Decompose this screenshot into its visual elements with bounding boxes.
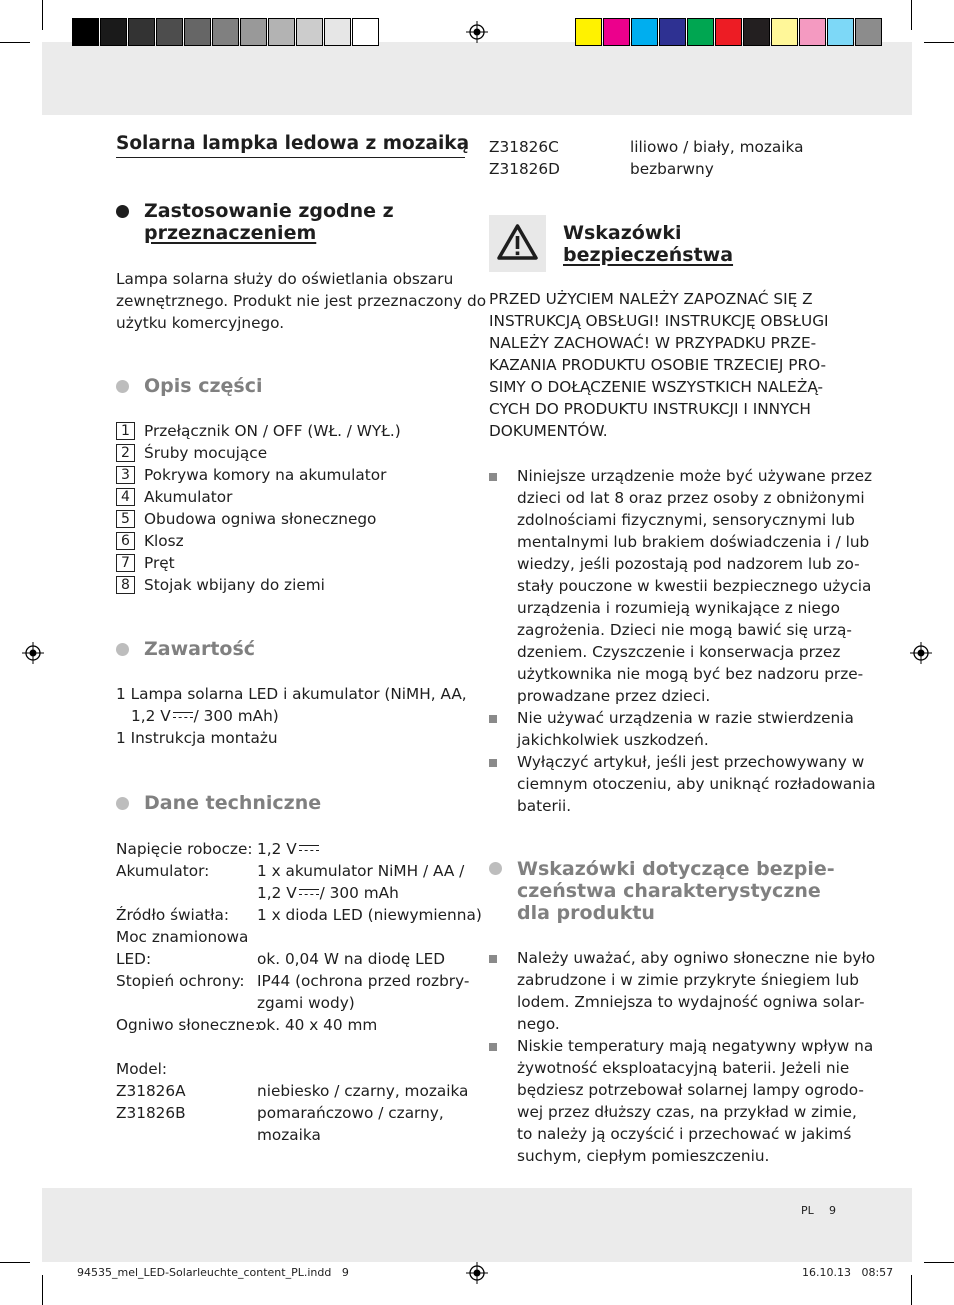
grey-swatch [352, 18, 379, 46]
intended-use-heading: Zastosowanie zgodne z przeznaczeniem [144, 200, 394, 244]
parts-heading: Opis części [144, 375, 263, 397]
bullet-square-icon [489, 1043, 497, 1051]
bullet-square-icon [489, 759, 497, 767]
tech-labels: Napięcie robocze: Akumulator: Źródło światła: Moc znamionowa LED: Stopień ochrony: Ogniwo słoneczne: Model: Z31826A Z31826B [116, 840, 260, 1122]
part-label: Przełącznik ON / OFF (WŁ. / WYŁ.) [144, 422, 401, 440]
part-number-box: 5 [116, 510, 135, 528]
bullet-item: Nie używać urządzenia w razie stwierdzenia jakichkolwiek uszkodzeń. [517, 709, 854, 749]
section-bullet-icon [116, 797, 129, 810]
part-number-box: 7 [116, 554, 135, 572]
color-swatch [575, 18, 602, 46]
crop-mark [911, 0, 912, 30]
contents-text: 1 Lampa solarna LED i akumulator (NiMH, AA, 1,2 V / 300 mAh) 1 Instrukcja montażu [116, 685, 467, 747]
grey-swatch [72, 18, 99, 46]
contents-heading: Zawartość [144, 638, 256, 660]
warning-triangle-icon [489, 215, 546, 272]
part-label: Klosz [144, 532, 184, 550]
bullet-item: Niniejsze urządzenie może być używane przez dzieci od lat 8 oraz przez osoby z obniżonymi zdolnościami fizycznymi, sensorycznymi lub mentalnymi lub brakiem doświadczenia i / lub wiedzy, jeśli pozostają pod nadzorem lub zo- stały pouczone w kwestii bezpiecznego użycia urządzenia i rozumieją wynikające z niego zagrożenia. Dzieci nie mogą bawić się urzą- dzeniem. Czyszczenie i konserwacja przez użytkownika nie mogą być bez nadzoru prze- prowadzane przez dzieci. [517, 467, 873, 705]
models-continued-codes: Z31826C Z31826D [489, 138, 560, 178]
grey-swatch [296, 18, 323, 46]
title-rule [116, 157, 465, 158]
tech-heading: Dane techniczne [144, 792, 322, 814]
part-label: Pokrywa komory na akumulator [144, 466, 387, 484]
dc-symbol-icon [173, 711, 193, 720]
crop-mark [42, 1275, 43, 1305]
section-bullet-icon [116, 643, 129, 656]
product-safety-heading: Wskazówki dotyczące bezpie- czeństwa charakterystyczne dla produktu [517, 858, 835, 924]
bullet-item: Należy uważać, aby ogniwo słoneczne nie było zabrudzone i w zimie przykryte śniegiem lub lodem. Zmniejsza to wydajność ogniwa solar- nego. [517, 949, 876, 1033]
color-swatch [743, 18, 770, 46]
grey-swatch [156, 18, 183, 46]
part-label: Śruby mocujące [144, 444, 268, 462]
color-swatch [855, 18, 882, 46]
part-label: Obudowa ogniwa słonecznego [144, 510, 377, 528]
page-title: Solarna lampka ledowa z mozaiką [116, 133, 470, 154]
safety-warning-text: PRZED UŻYCIEM NALEŻY ZAPOZNAĆ SIĘ Z INSTRUKCJĄ OBSŁUGI! INSTRUKCJĘ OBSŁUGI NALEŻY ZACHOWAĆ! W PRZYPADKU PRZE- KAZANIA PRODUKTU OSOBIE TRZECIEJ PRO- SIMY O DOŁĄCZENIE WSZYSTKICH NALEŻĄ- CYCH DO PRODUKTU INSTRUKCJI I INNYCH DOKUMENTÓW. [489, 290, 829, 440]
section-bullet-icon [116, 205, 129, 218]
part-number-box: 1 [116, 422, 135, 440]
part-label: Stojak wbijany do ziemi [144, 576, 325, 594]
grey-swatch [324, 18, 351, 46]
footer-band [42, 1188, 912, 1262]
bullet-square-icon [489, 955, 497, 963]
crop-mark [924, 1262, 954, 1263]
bullet-square-icon [489, 473, 497, 481]
crop-mark [0, 42, 30, 43]
color-swatch [827, 18, 854, 46]
grey-swatch [128, 18, 155, 46]
section-bullet-icon [489, 862, 502, 875]
color-swatch [799, 18, 826, 46]
part-label: Pręt [144, 554, 175, 572]
crop-mark [42, 0, 43, 30]
language-code: PL [801, 1204, 814, 1217]
part-number-box: 6 [116, 532, 135, 550]
grey-swatch [184, 18, 211, 46]
grey-swatch [212, 18, 239, 46]
print-date: 16.10.13 08:57 [802, 1266, 894, 1279]
section-bullet-icon [116, 380, 129, 393]
part-number-box: 2 [116, 444, 135, 462]
registration-mark-icon [466, 21, 488, 43]
color-swatch [603, 18, 630, 46]
grey-swatch [240, 18, 267, 46]
safety-heading: Wskazówki bezpieczeństwa [563, 222, 734, 266]
bullet-item: Wyłączyć artykuł, jeśli jest przechowywany w ciemnym otoczeniu, aby uniknąć rozładowania baterii. [517, 753, 876, 815]
header-band [42, 42, 912, 115]
crop-mark [0, 1262, 30, 1263]
crop-mark [924, 42, 954, 43]
registration-mark-icon [466, 1262, 488, 1284]
bullet-square-icon [489, 715, 497, 723]
registration-mark-icon [910, 642, 932, 664]
part-number-box: 4 [116, 488, 135, 506]
tech-values: 1,2 V 1 x akumulator NiMH / AA / 1,2 V / 300 mAh 1 x dioda LED (niewymienna) ok. 0,04 W na diodę LED IP44 (ochrona przed rozbry- zgami wody) ok. 40 x 40 mm niebiesko / czarny, mozaika pomarańczowo / czarny, mozaika [257, 840, 482, 1144]
part-number-box: 3 [116, 466, 135, 484]
color-swatch [771, 18, 798, 46]
bullet-item: Niskie temperatury mają negatywny wpływ na żywotność eksploatacyjną baterii. Jeżeli nie będziesz potrzebował solarnej lampy ogrodo- wej przez dłuższy czas, na przykład w zimie, to należy ją oczyścić i przechować w jakimś suchym, ciepłym pomieszczeniu. [517, 1037, 874, 1165]
page-number: 9 [829, 1204, 836, 1217]
color-swatch [687, 18, 714, 46]
intended-use-text: Lampa solarna służy do oświetlania obszaru zewnętrznego. Produkt nie jest przeznaczony do użytku komercyjnego. [116, 270, 487, 332]
color-swatch [631, 18, 658, 46]
part-label: Akumulator [144, 488, 233, 506]
grey-swatch [268, 18, 295, 46]
part-number-box: 8 [116, 576, 135, 594]
file-slug: 94535_mel_LED-Solarleuchte_content_PL.indd 9 [77, 1266, 349, 1279]
color-swatch [715, 18, 742, 46]
models-continued-descs: liliowo / biały, mozaika bezbarwny [630, 138, 804, 178]
warning-icon-box [489, 215, 546, 272]
grey-swatch [100, 18, 127, 46]
crop-mark [911, 1275, 912, 1305]
registration-mark-icon [22, 642, 44, 664]
dc-symbol-icon [299, 888, 319, 897]
color-swatch [659, 18, 686, 46]
dc-symbol-icon [299, 844, 319, 853]
